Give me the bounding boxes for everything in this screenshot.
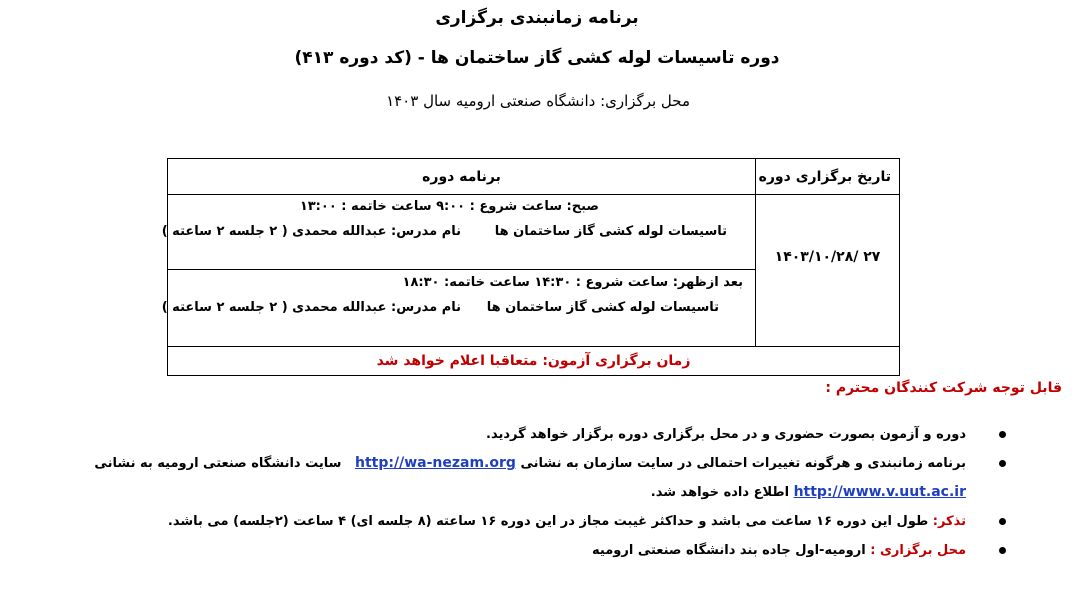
venue-label: محل برگزاری : bbox=[870, 543, 966, 558]
program-column-header: برنامه دوره bbox=[422, 169, 501, 185]
afternoon-teacher: نام مدرس: عبدالله محمدی ( ۲ جلسه ۲ ساعته ) bbox=[161, 300, 461, 315]
notice-title: قابل توجه شرکت کنندگان محترم : bbox=[825, 380, 1062, 396]
notice-item-text: ارومیه-اول جاده بند دانشگاه صنعتی ارومیه bbox=[592, 543, 866, 558]
morning-times: صبح: ساعت شروع : ۹:۰۰ ساعت خاتمه : ۱۳:۰۰ bbox=[299, 199, 599, 214]
exam-divider bbox=[168, 346, 899, 347]
notice-item bbox=[71, 507, 986, 536]
notice-item-text: سایت دانشگاه صنعتی ارومیه به نشانی bbox=[94, 456, 342, 471]
notice-item bbox=[71, 536, 986, 565]
date-column-header: تاریخ برگزاری دوره bbox=[758, 169, 891, 185]
course-title: دوره تاسیسات لوله کشی گاز ساختمان ها - (کد دوره ۴۱۳) bbox=[294, 48, 780, 68]
notice-item-text: طول این دوره ۱۶ ساعت می باشد و حداکثر غیبت مجاز در این دوره ۱۶ ساعته (۸ جلسه ای) ۴ ساعت (۲جلسه) می باشد. bbox=[167, 514, 929, 529]
notice-item-text: برنامه زمانبندی و هرگونه تغییرات احتمالی در سایت سازمان به نشانی bbox=[520, 456, 966, 471]
afternoon-times: بعد ازظهر: ساعت شروع : ۱۴:۳۰ ساعت خاتمه: ۱۸:۳۰ bbox=[402, 275, 743, 290]
morning-teacher: نام مدرس: عبدالله محمدی ( ۲ جلسه ۲ ساعته ) bbox=[161, 224, 461, 239]
header-divider bbox=[168, 194, 899, 195]
notice-item-text: اطلاع داده خواهد شد. bbox=[650, 485, 790, 500]
notice-item bbox=[71, 449, 986, 507]
uut-link[interactable]: http://www.v.uut.ac.ir bbox=[793, 484, 966, 500]
document-title: برنامه زمانبندی برگزاری bbox=[435, 8, 639, 28]
bullet-icon bbox=[999, 547, 1006, 554]
notice-item bbox=[71, 420, 986, 449]
afternoon-topic: تاسیسات لوله کشی گاز ساختمان ها bbox=[486, 300, 719, 315]
course-date: ۲۷ /۱۴۰۳/۱۰/۲۸ bbox=[774, 249, 881, 265]
schedule-table bbox=[161, 158, 900, 376]
bullet-icon bbox=[999, 460, 1006, 467]
wa-nezam-link[interactable]: http://wa-nezam.org bbox=[355, 455, 516, 471]
venue-line: محل برگزاری: دانشگاه صنعتی ارومیه سال ۱۴۰۳ bbox=[386, 92, 690, 110]
session-divider bbox=[168, 269, 755, 270]
exam-note: زمان برگزاری آزمون: متعاقبا اعلام خواهد شد bbox=[376, 353, 691, 369]
notice-list bbox=[71, 420, 986, 565]
reminder-label: تذکر: bbox=[932, 514, 966, 529]
bullet-icon bbox=[999, 518, 1006, 525]
bullet-icon bbox=[999, 431, 1006, 438]
notice-item-text: دوره و آزمون بصورت حضوری و در محل برگزاری دوره برگزار خواهد گردید. bbox=[486, 427, 966, 442]
morning-topic: تاسیسات لوله کشی گاز ساختمان ها bbox=[494, 224, 727, 239]
